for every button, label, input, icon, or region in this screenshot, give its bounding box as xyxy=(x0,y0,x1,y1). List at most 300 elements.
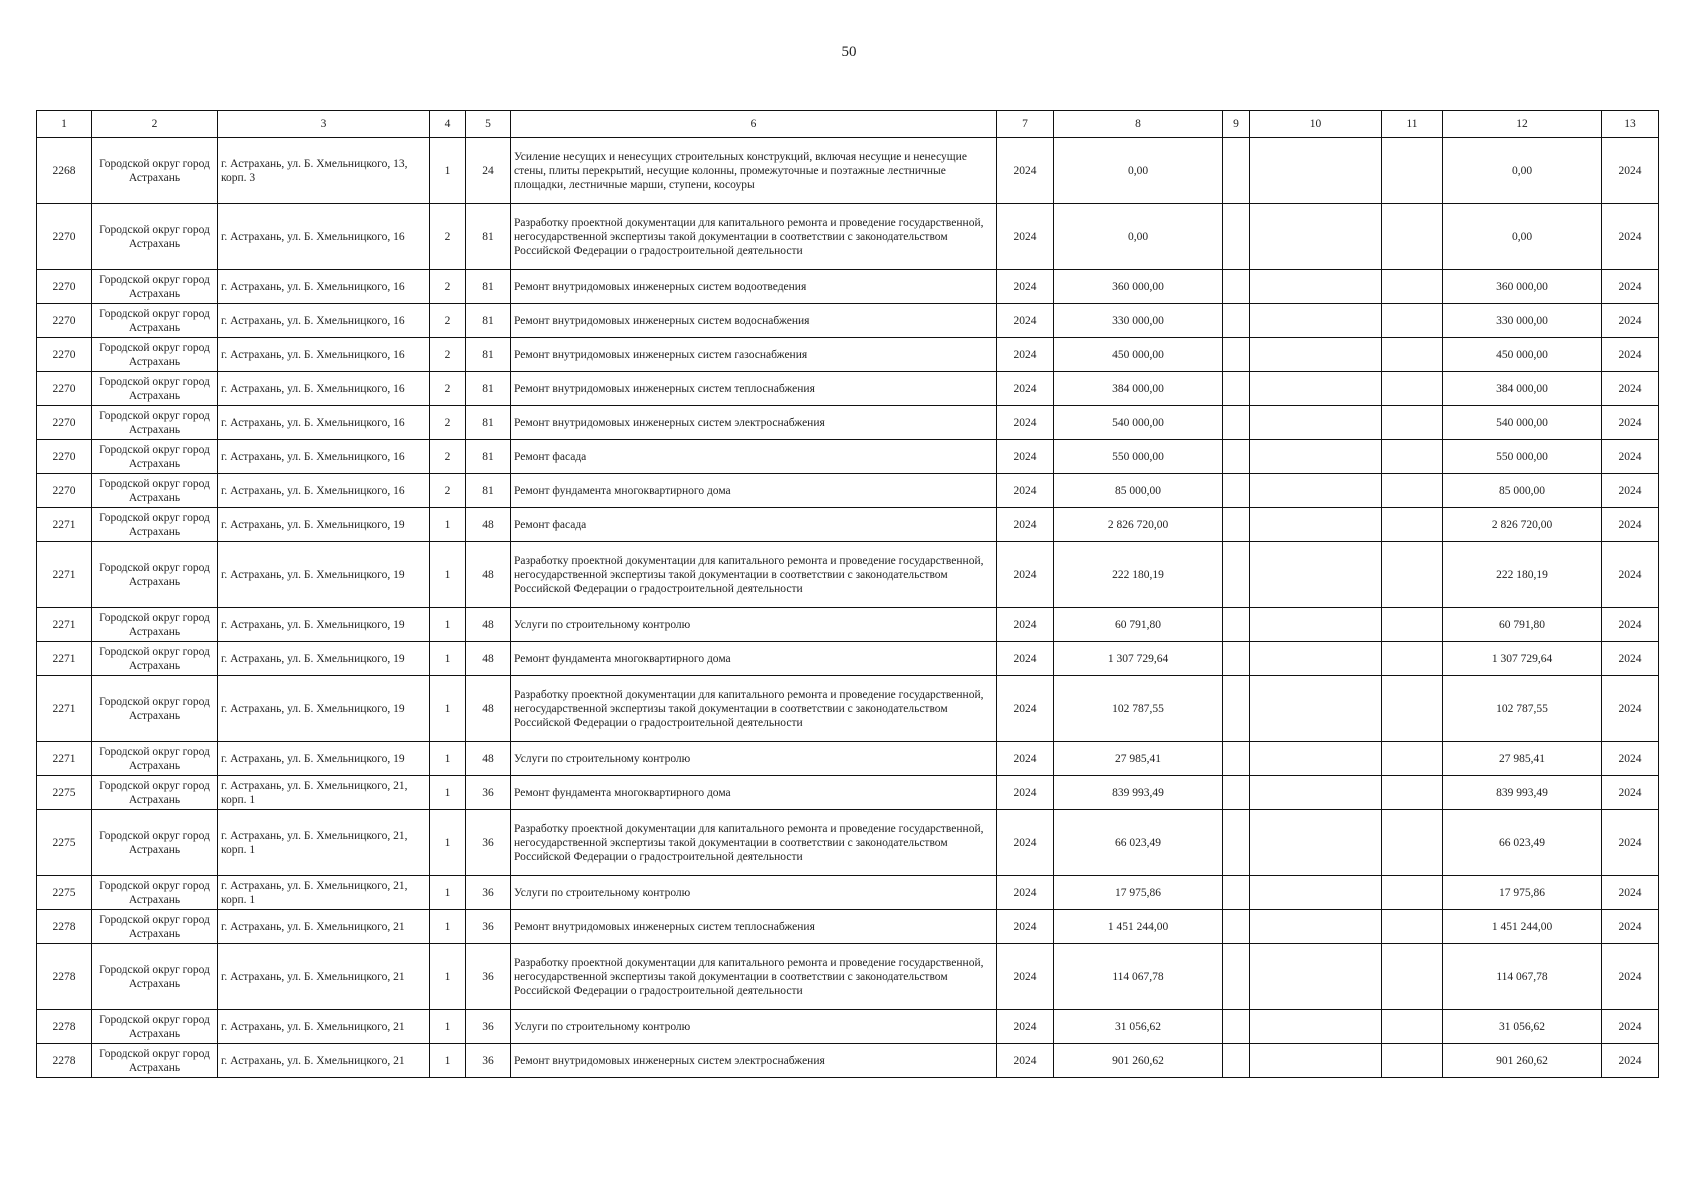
cell-col11 xyxy=(1382,1044,1443,1078)
cell-col11 xyxy=(1382,944,1443,1010)
column-header-8: 8 xyxy=(1054,111,1223,138)
cell-col4: 1 xyxy=(430,676,466,742)
cell-id: 2268 xyxy=(37,138,92,204)
cell-year: 2024 xyxy=(997,338,1054,372)
cell-year-end: 2024 xyxy=(1602,474,1659,508)
cell-year: 2024 xyxy=(997,810,1054,876)
cell-municipality: Городской округ город Астрахань xyxy=(92,338,218,372)
cell-year-end: 2024 xyxy=(1602,1010,1659,1044)
cell-amount-total: 540 000,00 xyxy=(1443,406,1602,440)
cell-amount: 1 307 729,64 xyxy=(1054,642,1223,676)
cell-col5: 81 xyxy=(466,406,511,440)
cell-amount: 550 000,00 xyxy=(1054,440,1223,474)
table-row xyxy=(37,944,1659,1010)
cell-col5: 81 xyxy=(466,304,511,338)
cell-year: 2024 xyxy=(997,138,1054,204)
cell-year-end: 2024 xyxy=(1602,542,1659,608)
cell-col4: 1 xyxy=(430,138,466,204)
cell-col11 xyxy=(1382,474,1443,508)
cell-year: 2024 xyxy=(997,406,1054,440)
cell-work-type: Ремонт фундамента многоквартирного дома xyxy=(511,776,997,810)
cell-work-type: Ремонт внутридомовых инженерных систем электроснабжения xyxy=(511,1044,997,1078)
cell-work-type: Ремонт внутридомовых инженерных систем газоснабжения xyxy=(511,338,997,372)
cell-col5: 81 xyxy=(466,270,511,304)
cell-address: г. Астрахань, ул. Б. Хмельницкого, 16 xyxy=(218,204,430,270)
table-row xyxy=(37,1010,1659,1044)
cell-year-end: 2024 xyxy=(1602,776,1659,810)
cell-year: 2024 xyxy=(997,608,1054,642)
cell-amount-total: 114 067,78 xyxy=(1443,944,1602,1010)
cell-col10 xyxy=(1250,776,1382,810)
cell-work-type: Услуги по строительному контролю xyxy=(511,1010,997,1044)
cell-col11 xyxy=(1382,810,1443,876)
cell-col9 xyxy=(1223,776,1250,810)
cell-work-type: Разработку проектной документации для капитального ремонта и проведение государственной, негосударственной экспертизы такой документации в соответствии с законодательством Российской Федерации о градостроительной деятельности xyxy=(511,676,997,742)
cell-col10 xyxy=(1250,406,1382,440)
cell-year: 2024 xyxy=(997,776,1054,810)
cell-year: 2024 xyxy=(997,676,1054,742)
cell-col5: 48 xyxy=(466,676,511,742)
cell-municipality: Городской округ город Астрахань xyxy=(92,1010,218,1044)
cell-col11 xyxy=(1382,876,1443,910)
cell-work-type: Ремонт фундамента многоквартирного дома xyxy=(511,642,997,676)
cell-amount: 0,00 xyxy=(1054,204,1223,270)
cell-col11 xyxy=(1382,642,1443,676)
cell-amount: 360 000,00 xyxy=(1054,270,1223,304)
cell-year-end: 2024 xyxy=(1602,608,1659,642)
table-row xyxy=(37,742,1659,776)
cell-col4: 2 xyxy=(430,338,466,372)
table-row xyxy=(37,542,1659,608)
cell-amount: 27 985,41 xyxy=(1054,742,1223,776)
cell-id: 2270 xyxy=(37,406,92,440)
cell-address: г. Астрахань, ул. Б. Хмельницкого, 16 xyxy=(218,270,430,304)
cell-col10 xyxy=(1250,508,1382,542)
cell-col10 xyxy=(1250,1044,1382,1078)
cell-col9 xyxy=(1223,542,1250,608)
cell-col4: 1 xyxy=(430,1010,466,1044)
cell-amount-total: 0,00 xyxy=(1443,204,1602,270)
cell-col4: 2 xyxy=(430,440,466,474)
cell-col5: 81 xyxy=(466,440,511,474)
cell-municipality: Городской округ город Астрахань xyxy=(92,742,218,776)
cell-col10 xyxy=(1250,1010,1382,1044)
cell-municipality: Городской округ город Астрахань xyxy=(92,440,218,474)
cell-year-end: 2024 xyxy=(1602,440,1659,474)
cell-id: 2270 xyxy=(37,474,92,508)
cell-address: г. Астрахань, ул. Б. Хмельницкого, 21, корп. 1 xyxy=(218,810,430,876)
cell-col9 xyxy=(1223,474,1250,508)
cell-col5: 36 xyxy=(466,944,511,1010)
cell-amount-total: 85 000,00 xyxy=(1443,474,1602,508)
table-row xyxy=(37,810,1659,876)
table-row xyxy=(37,338,1659,372)
cell-year-end: 2024 xyxy=(1602,372,1659,406)
cell-municipality: Городской округ город Астрахань xyxy=(92,910,218,944)
cell-amount: 60 791,80 xyxy=(1054,608,1223,642)
cell-municipality: Городской округ город Астрахань xyxy=(92,304,218,338)
table-row xyxy=(37,474,1659,508)
column-header-6: 6 xyxy=(511,111,997,138)
cell-col10 xyxy=(1250,440,1382,474)
cell-col9 xyxy=(1223,608,1250,642)
cell-amount-total: 0,00 xyxy=(1443,138,1602,204)
cell-address: г. Астрахань, ул. Б. Хмельницкого, 21 xyxy=(218,1044,430,1078)
cell-col4: 1 xyxy=(430,910,466,944)
cell-col9 xyxy=(1223,910,1250,944)
cell-col5: 36 xyxy=(466,1010,511,1044)
cell-id: 2270 xyxy=(37,338,92,372)
cell-col5: 48 xyxy=(466,608,511,642)
cell-col10 xyxy=(1250,542,1382,608)
cell-municipality: Городской округ город Астрахань xyxy=(92,876,218,910)
cell-col10 xyxy=(1250,676,1382,742)
cell-col4: 1 xyxy=(430,1044,466,1078)
cell-address: г. Астрахань, ул. Б. Хмельницкого, 19 xyxy=(218,542,430,608)
cell-work-type: Разработку проектной документации для капитального ремонта и проведение государственной, негосударственной экспертизы такой документации в соответствии с законодательством Российской Федерации о градостроительной деятельности xyxy=(511,944,997,1010)
cell-amount: 114 067,78 xyxy=(1054,944,1223,1010)
table-row xyxy=(37,642,1659,676)
cell-col11 xyxy=(1382,204,1443,270)
cell-work-type: Ремонт фасада xyxy=(511,440,997,474)
cell-col5: 81 xyxy=(466,338,511,372)
cell-id: 2271 xyxy=(37,508,92,542)
cell-col5: 81 xyxy=(466,204,511,270)
header-row xyxy=(37,111,1659,138)
cell-id: 2278 xyxy=(37,944,92,1010)
cell-municipality: Городской округ город Астрахань xyxy=(92,542,218,608)
cell-col9 xyxy=(1223,406,1250,440)
column-header-13: 13 xyxy=(1602,111,1659,138)
cell-col11 xyxy=(1382,304,1443,338)
cell-col5: 36 xyxy=(466,910,511,944)
table-row xyxy=(37,608,1659,642)
cell-col11 xyxy=(1382,406,1443,440)
cell-amount-total: 1 451 244,00 xyxy=(1443,910,1602,944)
cell-col11 xyxy=(1382,138,1443,204)
cell-year: 2024 xyxy=(997,304,1054,338)
cell-municipality: Городской округ город Астрахань xyxy=(92,270,218,304)
cell-col10 xyxy=(1250,876,1382,910)
cell-col11 xyxy=(1382,508,1443,542)
cell-col9 xyxy=(1223,508,1250,542)
cell-work-type: Разработку проектной документации для капитального ремонта и проведение государственной, негосударственной экспертизы такой документации в соответствии с законодательством Российской Федерации о градостроительной деятельности xyxy=(511,204,997,270)
column-header-10: 10 xyxy=(1250,111,1382,138)
cell-col4: 2 xyxy=(430,406,466,440)
column-header-9: 9 xyxy=(1223,111,1250,138)
cell-amount-total: 17 975,86 xyxy=(1443,876,1602,910)
cell-id: 2270 xyxy=(37,440,92,474)
column-header-12: 12 xyxy=(1443,111,1602,138)
cell-col9 xyxy=(1223,1044,1250,1078)
cell-col10 xyxy=(1250,742,1382,776)
cell-col11 xyxy=(1382,910,1443,944)
table-row xyxy=(37,204,1659,270)
cell-col10 xyxy=(1250,642,1382,676)
cell-col9 xyxy=(1223,642,1250,676)
cell-col10 xyxy=(1250,608,1382,642)
cell-address: г. Астрахань, ул. Б. Хмельницкого, 21 xyxy=(218,1010,430,1044)
cell-id: 2271 xyxy=(37,642,92,676)
cell-year-end: 2024 xyxy=(1602,270,1659,304)
cell-id: 2271 xyxy=(37,542,92,608)
cell-year: 2024 xyxy=(997,1044,1054,1078)
cell-col11 xyxy=(1382,676,1443,742)
cell-year-end: 2024 xyxy=(1602,910,1659,944)
cell-amount-total: 839 993,49 xyxy=(1443,776,1602,810)
cell-col4: 2 xyxy=(430,270,466,304)
cell-col4: 2 xyxy=(430,204,466,270)
cell-work-type: Ремонт фасада xyxy=(511,508,997,542)
cell-id: 2278 xyxy=(37,910,92,944)
cell-address: г. Астрахань, ул. Б. Хмельницкого, 21 xyxy=(218,944,430,1010)
cell-id: 2275 xyxy=(37,776,92,810)
cell-municipality: Городской округ город Астрахань xyxy=(92,642,218,676)
cell-year-end: 2024 xyxy=(1602,204,1659,270)
table-body xyxy=(37,138,1659,1078)
column-header-11: 11 xyxy=(1382,111,1443,138)
cell-municipality: Городской округ город Астрахань xyxy=(92,372,218,406)
cell-municipality: Городской округ город Астрахань xyxy=(92,810,218,876)
cell-col5: 36 xyxy=(466,810,511,876)
cell-amount-total: 360 000,00 xyxy=(1443,270,1602,304)
cell-id: 2270 xyxy=(37,204,92,270)
cell-amount: 1 451 244,00 xyxy=(1054,910,1223,944)
cell-col4: 1 xyxy=(430,776,466,810)
cell-work-type: Ремонт внутридомовых инженерных систем водоснабжения xyxy=(511,304,997,338)
cell-work-type: Услуги по строительному контролю xyxy=(511,742,997,776)
cell-amount-total: 222 180,19 xyxy=(1443,542,1602,608)
cell-address: г. Астрахань, ул. Б. Хмельницкого, 19 xyxy=(218,608,430,642)
cell-col11 xyxy=(1382,776,1443,810)
cell-col11 xyxy=(1382,440,1443,474)
table-row xyxy=(37,776,1659,810)
cell-work-type: Ремонт внутридомовых инженерных систем электроснабжения xyxy=(511,406,997,440)
cell-col5: 36 xyxy=(466,776,511,810)
cell-amount-total: 330 000,00 xyxy=(1443,304,1602,338)
cell-year: 2024 xyxy=(997,944,1054,1010)
cell-amount: 222 180,19 xyxy=(1054,542,1223,608)
cell-col5: 36 xyxy=(466,1044,511,1078)
cell-col4: 1 xyxy=(430,944,466,1010)
cell-col9 xyxy=(1223,304,1250,338)
table-row xyxy=(37,138,1659,204)
cell-year-end: 2024 xyxy=(1602,944,1659,1010)
cell-amount: 540 000,00 xyxy=(1054,406,1223,440)
cell-amount: 839 993,49 xyxy=(1054,776,1223,810)
cell-col11 xyxy=(1382,338,1443,372)
cell-id: 2275 xyxy=(37,810,92,876)
cell-id: 2275 xyxy=(37,876,92,910)
cell-id: 2270 xyxy=(37,372,92,406)
cell-col9 xyxy=(1223,372,1250,406)
table-row xyxy=(37,876,1659,910)
cell-work-type: Ремонт внутридомовых инженерных систем водоотведения xyxy=(511,270,997,304)
cell-address: г. Астрахань, ул. Б. Хмельницкого, 21, корп. 1 xyxy=(218,776,430,810)
cell-col9 xyxy=(1223,1010,1250,1044)
cell-id: 2278 xyxy=(37,1044,92,1078)
cell-municipality: Городской округ город Астрахань xyxy=(92,474,218,508)
cell-year: 2024 xyxy=(997,876,1054,910)
cell-col10 xyxy=(1250,474,1382,508)
cell-year-end: 2024 xyxy=(1602,676,1659,742)
cell-col9 xyxy=(1223,204,1250,270)
cell-year: 2024 xyxy=(997,742,1054,776)
cell-col5: 81 xyxy=(466,372,511,406)
table-row xyxy=(37,910,1659,944)
cell-amount: 102 787,55 xyxy=(1054,676,1223,742)
cell-col4: 2 xyxy=(430,372,466,406)
cell-work-type: Услуги по строительному контролю xyxy=(511,876,997,910)
cell-year: 2024 xyxy=(997,1010,1054,1044)
cell-id: 2270 xyxy=(37,270,92,304)
cell-amount-total: 31 056,62 xyxy=(1443,1010,1602,1044)
cell-municipality: Городской округ город Астрахань xyxy=(92,608,218,642)
cell-year: 2024 xyxy=(997,372,1054,406)
cell-year: 2024 xyxy=(997,474,1054,508)
cell-col10 xyxy=(1250,944,1382,1010)
table-row xyxy=(37,372,1659,406)
cell-col9 xyxy=(1223,944,1250,1010)
cell-year-end: 2024 xyxy=(1602,642,1659,676)
table-row xyxy=(37,676,1659,742)
cell-col4: 1 xyxy=(430,642,466,676)
cell-col11 xyxy=(1382,542,1443,608)
cell-work-type: Разработку проектной документации для капитального ремонта и проведение государственной, негосударственной экспертизы такой документации в соответствии с законодательством Российской Федерации о градостроительной деятельности xyxy=(511,542,997,608)
cell-col11 xyxy=(1382,372,1443,406)
cell-amount-total: 384 000,00 xyxy=(1443,372,1602,406)
cell-work-type: Услуги по строительному контролю xyxy=(511,608,997,642)
cell-year-end: 2024 xyxy=(1602,810,1659,876)
table-row xyxy=(37,508,1659,542)
cell-municipality: Городской округ город Астрахань xyxy=(92,1044,218,1078)
cell-col4: 1 xyxy=(430,742,466,776)
cell-address: г. Астрахань, ул. Б. Хмельницкого, 16 xyxy=(218,304,430,338)
column-header-7: 7 xyxy=(997,111,1054,138)
cell-year-end: 2024 xyxy=(1602,406,1659,440)
cell-year-end: 2024 xyxy=(1602,338,1659,372)
cell-id: 2278 xyxy=(37,1010,92,1044)
cell-amount: 330 000,00 xyxy=(1054,304,1223,338)
column-header-1: 1 xyxy=(37,111,92,138)
cell-year: 2024 xyxy=(997,204,1054,270)
cell-year-end: 2024 xyxy=(1602,1044,1659,1078)
cell-col10 xyxy=(1250,270,1382,304)
cell-col11 xyxy=(1382,1010,1443,1044)
cell-col9 xyxy=(1223,876,1250,910)
cell-municipality: Городской округ город Астрахань xyxy=(92,508,218,542)
cell-col4: 2 xyxy=(430,304,466,338)
cell-address: г. Астрахань, ул. Б. Хмельницкого, 16 xyxy=(218,338,430,372)
cell-year-end: 2024 xyxy=(1602,304,1659,338)
cell-year: 2024 xyxy=(997,440,1054,474)
cell-col4: 1 xyxy=(430,608,466,642)
cell-amount-total: 102 787,55 xyxy=(1443,676,1602,742)
cell-col10 xyxy=(1250,910,1382,944)
cell-year-end: 2024 xyxy=(1602,508,1659,542)
cell-address: г. Астрахань, ул. Б. Хмельницкого, 19 xyxy=(218,642,430,676)
cell-municipality: Городской округ город Астрахань xyxy=(92,944,218,1010)
cell-amount-total: 901 260,62 xyxy=(1443,1044,1602,1078)
cell-col10 xyxy=(1250,138,1382,204)
cell-col4: 1 xyxy=(430,508,466,542)
cell-address: г. Астрахань, ул. Б. Хмельницкого, 16 xyxy=(218,372,430,406)
cell-work-type: Ремонт внутридомовых инженерных систем теплоснабжения xyxy=(511,910,997,944)
cell-municipality: Городской округ город Астрахань xyxy=(92,776,218,810)
cell-address: г. Астрахань, ул. Б. Хмельницкого, 16 xyxy=(218,440,430,474)
cell-id: 2271 xyxy=(37,676,92,742)
cell-amount-total: 27 985,41 xyxy=(1443,742,1602,776)
cell-municipality: Городской округ город Астрахань xyxy=(92,676,218,742)
cell-address: г. Астрахань, ул. Б. Хмельницкого, 13, корп. 3 xyxy=(218,138,430,204)
cell-amount-total: 1 307 729,64 xyxy=(1443,642,1602,676)
cell-amount-total: 550 000,00 xyxy=(1443,440,1602,474)
cell-address: г. Астрахань, ул. Б. Хмельницкого, 21, корп. 1 xyxy=(218,876,430,910)
cell-col10 xyxy=(1250,372,1382,406)
cell-year-end: 2024 xyxy=(1602,742,1659,776)
cell-col4: 1 xyxy=(430,810,466,876)
cell-col10 xyxy=(1250,810,1382,876)
cell-year: 2024 xyxy=(997,270,1054,304)
cell-col5: 48 xyxy=(466,542,511,608)
cell-address: г. Астрахань, ул. Б. Хмельницкого, 19 xyxy=(218,742,430,776)
cell-id: 2271 xyxy=(37,742,92,776)
cell-address: г. Астрахань, ул. Б. Хмельницкого, 19 xyxy=(218,676,430,742)
column-header-4: 4 xyxy=(430,111,466,138)
cell-col9 xyxy=(1223,742,1250,776)
cell-amount: 901 260,62 xyxy=(1054,1044,1223,1078)
cell-col9 xyxy=(1223,810,1250,876)
cell-address: г. Астрахань, ул. Б. Хмельницкого, 16 xyxy=(218,474,430,508)
cell-col5: 81 xyxy=(466,474,511,508)
cell-amount: 66 023,49 xyxy=(1054,810,1223,876)
cell-year-end: 2024 xyxy=(1602,876,1659,910)
cell-col5: 48 xyxy=(466,642,511,676)
table-row xyxy=(37,406,1659,440)
cell-municipality: Городской округ город Астрахань xyxy=(92,406,218,440)
cell-address: г. Астрахань, ул. Б. Хмельницкого, 19 xyxy=(218,508,430,542)
cell-col11 xyxy=(1382,742,1443,776)
cell-amount-total: 2 826 720,00 xyxy=(1443,508,1602,542)
cell-municipality: Городской округ город Астрахань xyxy=(92,138,218,204)
cell-col11 xyxy=(1382,270,1443,304)
cell-work-type: Разработку проектной документации для капитального ремонта и проведение государственной, негосударственной экспертизы такой документации в соответствии с законодательством Российской Федерации о градостроительной деятельности xyxy=(511,810,997,876)
cell-col9 xyxy=(1223,138,1250,204)
cell-col4: 1 xyxy=(430,542,466,608)
cell-col10 xyxy=(1250,304,1382,338)
cell-year: 2024 xyxy=(997,542,1054,608)
cell-amount: 450 000,00 xyxy=(1054,338,1223,372)
cell-col5: 48 xyxy=(466,742,511,776)
cell-col9 xyxy=(1223,440,1250,474)
cell-amount: 384 000,00 xyxy=(1054,372,1223,406)
cell-col10 xyxy=(1250,338,1382,372)
cell-col9 xyxy=(1223,676,1250,742)
cell-amount-total: 60 791,80 xyxy=(1443,608,1602,642)
column-header-3: 3 xyxy=(218,111,430,138)
cell-work-type: Усиление несущих и ненесущих строительных конструкций, включая несущие и ненесущие стены, плиты перекрытий, несущие колонны, промежуточные и поэтажные лестничные площадки, лестничные марши, ступени, косоуры xyxy=(511,138,997,204)
column-header-5: 5 xyxy=(466,111,511,138)
table-row xyxy=(37,304,1659,338)
capital-repair-table xyxy=(36,110,1659,1078)
cell-col5: 36 xyxy=(466,876,511,910)
column-header-2: 2 xyxy=(92,111,218,138)
cell-year: 2024 xyxy=(997,910,1054,944)
cell-amount: 31 056,62 xyxy=(1054,1010,1223,1044)
cell-year: 2024 xyxy=(997,508,1054,542)
cell-municipality: Городской округ город Астрахань xyxy=(92,204,218,270)
cell-col9 xyxy=(1223,270,1250,304)
